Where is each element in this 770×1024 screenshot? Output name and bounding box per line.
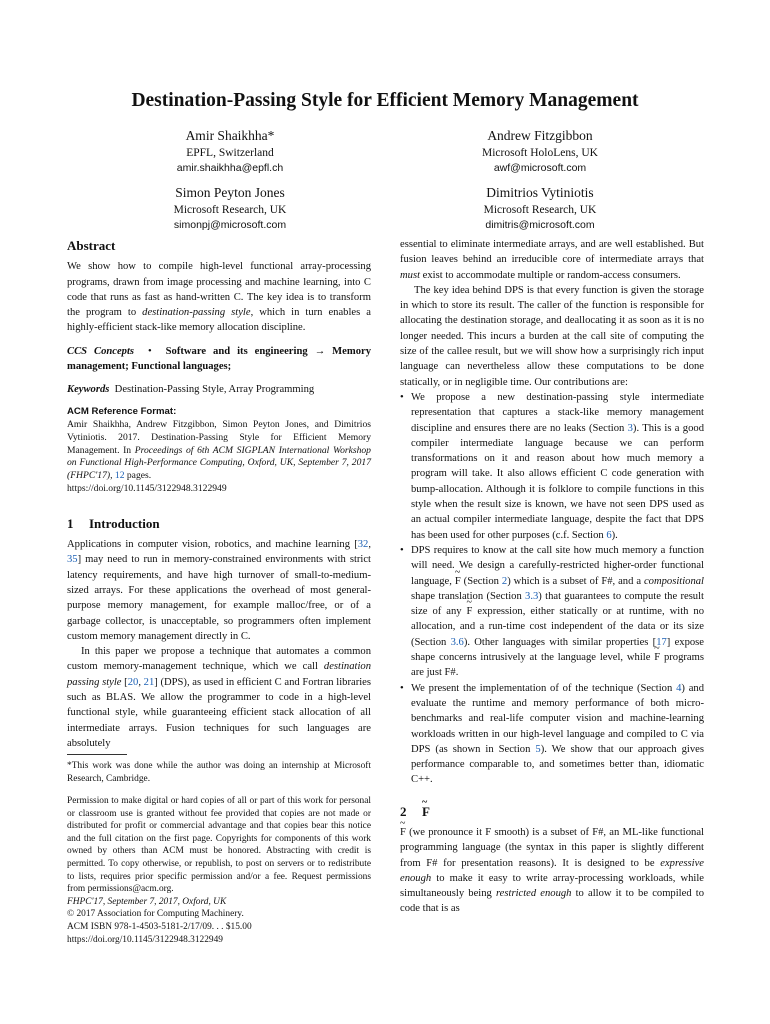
acm-reference-heading: ACM Reference Format: — [67, 405, 177, 417]
keywords: Keywords Destination-Passing Style, Array Programming — [67, 384, 315, 396]
author-affiliation: Microsoft Research, UK — [173, 204, 287, 216]
author-block — [80, 128, 380, 174]
bullet-icon: • — [400, 682, 404, 694]
author-affiliation: Microsoft HoloLens, UK — [482, 147, 598, 159]
acm-reference-doi[interactable]: https://doi.org/10.1145/3122948.3122949 — [67, 482, 227, 494]
f-smooth-symbol: ~ F — [654, 650, 660, 665]
author-name: Andrew Fitzgibbon — [487, 128, 593, 143]
f-smooth-symbol: ~ F — [422, 804, 430, 819]
citation-link[interactable]: 35 — [67, 554, 78, 566]
list-item: • We present the implementation of of the technique (Section 4) and evaluate the runtime and memory performance of both micro-benchmarks and real-life computer vision and machine-learning workloads written in our high-level language and compiled to C via DPS (as shown in Section 5). We show that our approach gives performance comparable to, and sometimes better than, idiomatic C++. — [400, 682, 704, 786]
author-affiliation: Microsoft Research, UK — [483, 204, 597, 216]
footnote: *This work was done while the author was doing an internship at Microsoft Research, Cambridge. — [67, 761, 371, 784]
f-smooth-symbol: ~ F — [467, 604, 473, 619]
author-block — [390, 185, 690, 231]
right-column — [400, 237, 704, 917]
section-heading: 1 Introduction — [67, 515, 160, 531]
section-link[interactable]: 6 — [606, 529, 612, 541]
left-column — [67, 238, 371, 751]
doi-link[interactable]: https://doi.org/10.1145/3122948.3122949 — [67, 934, 223, 945]
author-affiliation: EPFL, Switzerland — [186, 147, 274, 159]
f-smooth-symbol: ~ F — [455, 574, 461, 589]
abstract-text: We show how to compile high-level functional array-processing programs, drawn from image processing and machine learning, into C code that runs as fast as hand-written C. The key idea is to transform the program to destination-passing style, which in turn enables a highly-efficient stack-like memory allocation discipline. — [67, 261, 371, 334]
footnote-rule — [67, 754, 127, 755]
author-block — [390, 128, 690, 174]
f-smooth-symbol: ~ F — [400, 825, 406, 840]
paper-title: Destination-Passing Style for Efficient Memory Management — [131, 90, 639, 111]
venue-line: FHPC'17, September 7, 2017, Oxford, UK — [67, 896, 227, 907]
section-heading: 2~ F — [400, 804, 704, 819]
body-paragraph: The key idea behind DPS is that every function is given the storage in which to store its result. The caller of the function is responsible for allocating the destination storage, and deallocating it as soon as it is no longer needed. This incurs a burden at the call site of computing the size of the callee result, but we will show how a surprisingly rich input language can nevertheless allow these computations to be done statically, or in negligible time. Our contributions are: — [400, 284, 704, 388]
section-link[interactable]: 2 — [501, 575, 508, 587]
author-email[interactable]: simonpj@microsoft.com — [173, 219, 287, 231]
section-link[interactable]: 3.3 — [525, 590, 539, 602]
author-email[interactable]: amir.shaikhha@epfl.ch — [176, 162, 284, 174]
citation-link[interactable]: 20 — [127, 676, 139, 688]
bullet-icon: • — [400, 391, 404, 403]
author-name: Dimitrios Vytiniotis — [486, 185, 594, 200]
citation-link[interactable]: 32 — [357, 539, 369, 551]
citation-link[interactable]: 17 — [656, 636, 667, 648]
author-block — [80, 185, 380, 231]
body-paragraph: ~ F (we pronounce it F smooth) is a subset of F#, an ML-like functional programming language (the syntax in this paper is slightly different from F# for presentation reasons). It is designed to be expressive enough to make it easy to write array-processing workloads, while simultaneously being restricted enough to allow it to be compiled to code that is as — [400, 825, 704, 917]
author-email[interactable]: dimitris@microsoft.com — [485, 219, 595, 231]
list-item: • DPS requires to know at the call site how much memory a function will need. We design a carefully-restricted higher-order functional language, ~ F (Section 2) which is a subset of F#, and a compositional shape translation (Section 3.3) that guarantees to compute the result size of any ~ F expression, either statically or at runtime, with no allocation, and a run-time cost independent of the data or its size (Section 3.6). Other languages with similar properties [17] expose shape concerns intrusively at the language level, while ~ F programs are just F#. — [400, 543, 704, 681]
body-paragraph: essential to eliminate intermediate arrays, and are well established. But fusion leaves behind an irreducible core of intermediate arrays that must exist to accommodate multiple or random-access consumers. — [400, 239, 704, 281]
section-link[interactable]: 3 — [627, 422, 633, 434]
author-name: Simon Peyton Jones — [175, 185, 285, 200]
intro-paragraph: Applications in computer vision, robotics, and machine learning [32, 35] may need to run in memory-constrained environments with strict latency requirements, and have high turnover of small-to-medium-sized arrays. For these applications the overhead of most general-purpose memory management, for example malloc/free, or of a garbage collector, is unacceptable, so programmers often implement custom memory management directly in C. — [67, 539, 371, 642]
citation-link[interactable]: 21 — [143, 676, 155, 688]
section-link[interactable]: 5 — [535, 743, 541, 755]
permission-text: Permission to make digital or hard copies of all or part of this work for personal or classroom use is granted without fee provided that copies are not made or distributed for profit or commercial advantage and that copies bear this notice and the full citation on the first page. Copyrights for components of this work owned by others than ACM must be honored. Abstracting with credit is permitted. To copy otherwise, or republish, to post on servers or to redistribute to lists, requires prior specific permission and/or a fee. Request permissions from permissions@acm.org. — [67, 796, 371, 895]
author-name: Amir Shaikhha* — [185, 128, 275, 143]
isbn-line: ACM ISBN 978-1-4503-5181-2/17/09. . . $15.00 — [67, 921, 252, 932]
copyright-line: © 2017 Association for Computing Machinery. — [67, 909, 244, 920]
bullet-icon: • — [400, 544, 404, 556]
author-email[interactable]: awf@microsoft.com — [493, 162, 587, 174]
section-link[interactable]: 3.6 — [450, 636, 464, 648]
list-item: • We propose a new destination-passing style intermediate representation that captures a stack-like memory management discipline and ensures there are no leaks (Section 3). This is a good compiler intermediate language because we can perform transformations on it and reason about how much memory a program will take. It also allows efficient C code generation with bump-allocation. Although it is folklore to compile functions in this style when the result size is known, we have not seen DPS used as an actual compiler intermediate language, despite the fact that DPS has been used for other purposes (c.f. Section 6). — [400, 391, 704, 541]
intro-paragraph: In this paper we propose a technique that automates a common custom memory-management technique, which we call destination passing style [20, 21] (DPS), as used in efficient C and Fortran libraries such as BLAS. We allow the programmer to code in a high-level functional style, while guaranteeing efficient stack allocation of all intermediate arrays. Fusion techniques for such languages are absolutely — [67, 646, 371, 749]
abstract-heading: Abstract — [67, 238, 116, 253]
contributions-list — [400, 390, 704, 788]
section-link[interactable]: 4 — [676, 682, 682, 694]
permission-block — [67, 795, 371, 946]
ccs-concepts: CCS Concepts • Software and its engineering → Memory management; Functional languages; — [67, 345, 371, 373]
acm-reference-text: Amir Shaikhha, Andrew Fitzgibbon, Simon Peyton Jones, and Dimitrios Vytiniotis. 2017. Destination-Passing Style for Efficient Memory Management. In Proceedings of 6th ACM SIGPLAN International Workshop on Functional High-Performance Computing, Oxford, UK, September 7, 2017 (FHPC'17), 12 pages. https://doi.org/10.1145/3122948.3122949 — [67, 418, 371, 494]
acm-reference — [67, 404, 371, 496]
